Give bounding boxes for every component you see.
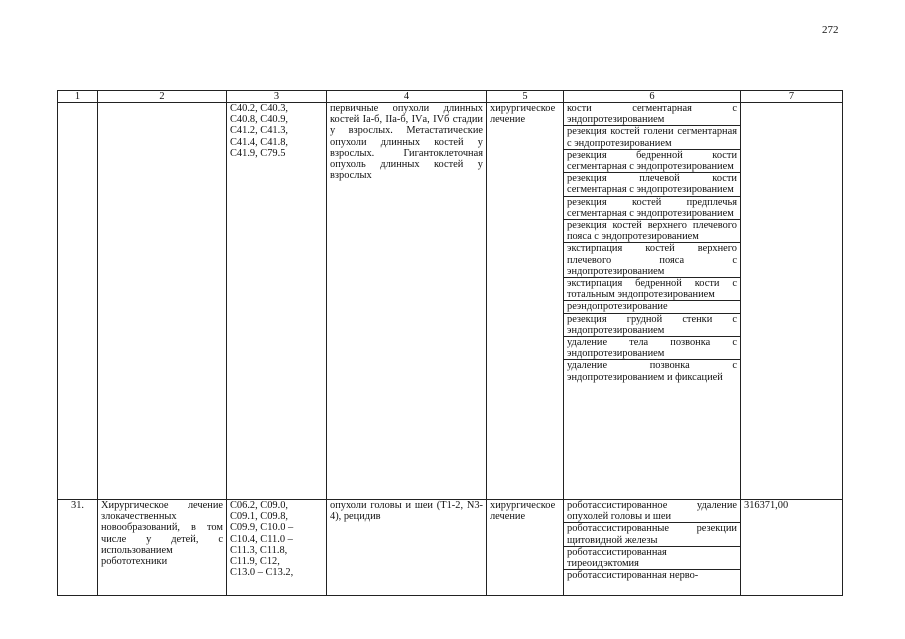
method-item: резекция костей предплечья сегментарная с эндопротезированием (564, 197, 740, 220)
treatment-type-cell: хирургическое лечение (487, 500, 564, 596)
method-item: роботассистированная нерво- (567, 570, 699, 582)
care-type-cell (98, 103, 227, 500)
method-item: реэндопротезирование (564, 301, 740, 313)
method-item: резекция костей верхнего плечевого пояса с эндопротезированием (564, 220, 740, 243)
icd-codes-cell: C06.2, C09.0, C09.1, C09.8, C09.9, C10.0 – C10.4, C11.0 – C11.3, C11.8, C11.9, C12, C13.0 – C13.2, (227, 500, 327, 596)
treatment-methods-cell (564, 500, 741, 596)
treatment-methods-cell (564, 103, 741, 500)
method-item: резекция костей голени сегментарная с эндопротезированием (564, 126, 740, 149)
column-header: 2 (98, 91, 227, 103)
treatment-type-cell: хирургическое лечение (487, 103, 564, 500)
method-item: удаление позвонка с эндопротезированием и фиксацией (567, 360, 737, 383)
page-number: 272 (822, 24, 839, 36)
patient-model-cell: опухоли головы и шеи (T1-2, N3-4), рецидив (327, 500, 487, 596)
method-item: роботассистированное удаление опухолей головы и шеи (564, 500, 740, 523)
cost-cell: 316371,00 (741, 500, 843, 596)
method-item: кости сегментарная с эндопротезированием (564, 103, 740, 126)
column-number-row (58, 91, 843, 103)
method-item: резекция бедренной кости сегментарная с эндопротезированием (564, 150, 740, 173)
column-header: 1 (58, 91, 98, 103)
care-type-cell: Хирургическое лечение злокачественных новообразований, в том числе у детей, с использованием робототехники (98, 500, 227, 596)
table-row (58, 500, 843, 596)
icd-codes-cell: C40.2, C40.3, C40.8, C40.9, C41.2, C41.3, C41.4, C41.8, C41.9, C79.5 (227, 103, 327, 500)
method-item: экстирпация костей верхнего плечевого пояса с эндопротезированием (564, 243, 740, 278)
method-item: резекция плечевой кости сегментарная с эндопротезированием (564, 173, 740, 196)
method-item: роботассистированная тиреоидэктомия (564, 547, 740, 570)
method-item: резекция грудной стенки с эндопротезированием (564, 314, 740, 337)
method-item: роботассистированные резекции щитовидной железы (564, 523, 740, 546)
column-header: 6 (564, 91, 741, 103)
table-row (58, 103, 843, 500)
column-header: 3 (227, 91, 327, 103)
method-item: удаление тела позвонка с эндопротезированием (564, 337, 740, 360)
medical-care-table (57, 90, 843, 596)
column-header: 7 (741, 91, 843, 103)
column-header: 5 (487, 91, 564, 103)
column-header: 4 (327, 91, 487, 103)
row-number-cell (58, 103, 98, 500)
method-item: экстирпация бедренной кости с тотальным эндопротезированием (564, 278, 740, 301)
row-number-cell: 31. (58, 500, 98, 596)
cost-cell (741, 103, 843, 500)
patient-model-cell: первичные опухоли длинных костей Iа-б, IIа-б, IVа, IVб стадии у взрослых. Метастатические опухоли длинных костей у взрослых. Гигантоклеточная опухоль длинных костей у взрослых (327, 103, 487, 500)
